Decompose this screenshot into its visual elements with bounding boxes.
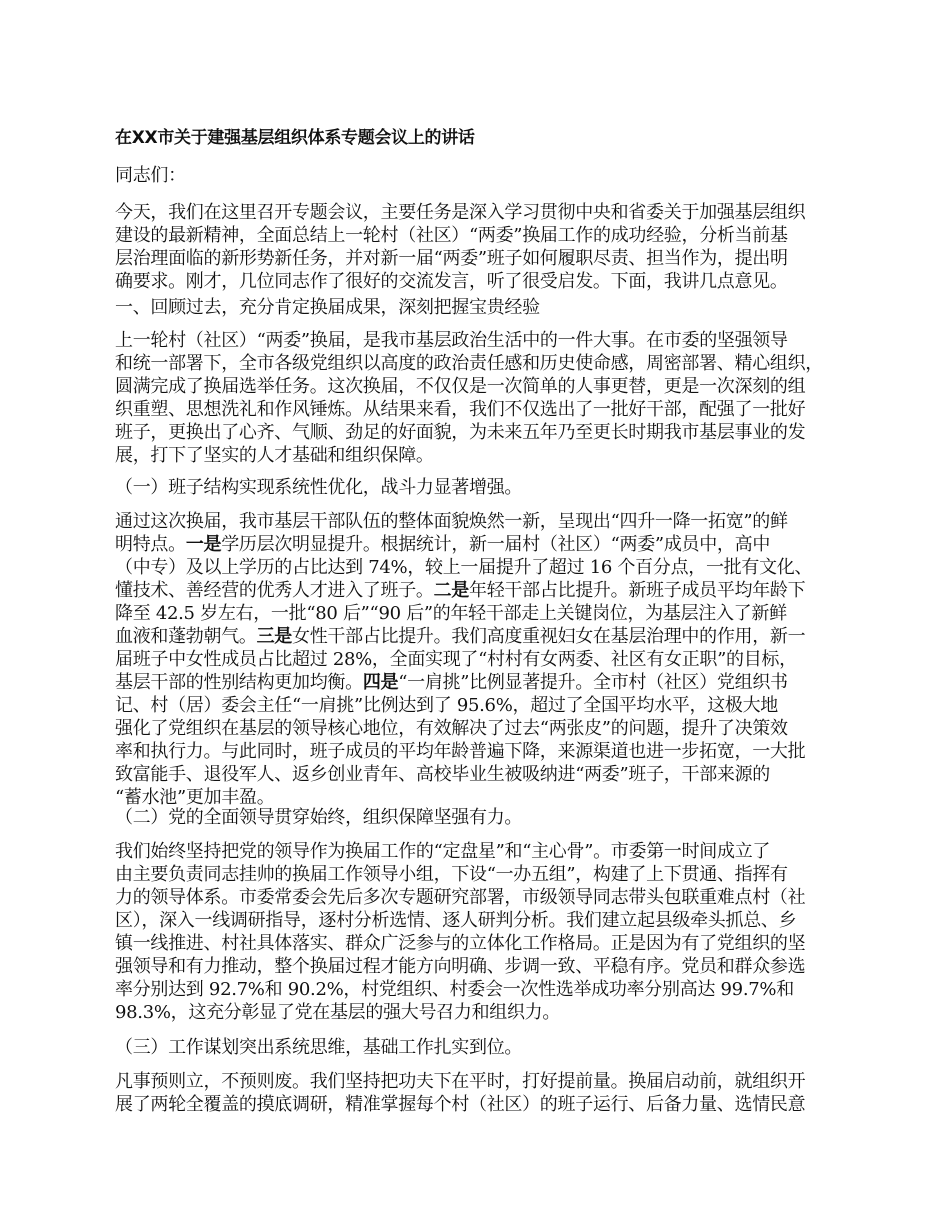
text-segment: 降至 42.5 岁左右，一批“80 后”“90 后”的年轻干部走上关键岗位，为基层注入了新鲜 — [115, 603, 787, 624]
text-line — [115, 671, 855, 694]
text-segment: 建设的最新精神，全面总结上一轮村（社区）“两委”换届工作的成功经验，分析当前基 — [115, 225, 788, 246]
text-segment: 班子，更换出了心齐、气顺、劲足的好面貌，为未来五年乃至更长时期我市基层事业的发 — [115, 422, 806, 443]
text-line — [115, 886, 855, 909]
text-segment: “蓄水池”更加丰盈。 — [115, 787, 275, 808]
text-line — [115, 955, 855, 978]
text-line — [115, 840, 855, 863]
text-segment: 镇一线推进、村社具体落实、群众广泛参与的立体化工作格局。正是因为有了党组织的坚 — [115, 933, 806, 954]
text-segment: 记、村（居）委会主任“一肩挑”比例达到了 95.6%，超过了全国平均水平，这极大地 — [115, 695, 779, 716]
text-segment: 学历层次明显提升。根据统计，新一届村（社区）“两委”成员中，高中 — [221, 534, 771, 555]
text-line — [115, 329, 855, 352]
text-line — [115, 352, 855, 375]
text-line — [115, 127, 855, 150]
text-segment: 展了两轮全覆盖的摸底调研，精准掌握每个村（社区）的班子运行、后备力量、选情民意 — [115, 1094, 806, 1115]
text-segment: 上一轮村（社区）“两委”换届，是我市基层政治生活中的一件大事。在市委的坚强领导 — [115, 330, 788, 351]
text-segment: 层治理面临的新形势新任务，并对新一届“两委”班子如何履职尽责、担当作为，提出明 — [115, 248, 788, 269]
bold-emphasis: 一是 — [185, 534, 222, 555]
heading-block — [115, 296, 855, 319]
text-line — [115, 932, 855, 955]
text-line — [115, 648, 855, 671]
text-segment: 和统一部署下，全市各级党组织以高度的政治责任感和历史使命感，周密部署、精心组织， — [115, 353, 823, 374]
text-line — [115, 164, 855, 187]
subheading-block — [115, 806, 855, 829]
text-segment: 展，打下了坚实的人才基础和组织保障。 — [115, 445, 434, 466]
text-segment: 我们始终坚持把党的领导作为换届工作的“定盘星”和“主心骨”。市委第一时间成立了 — [115, 841, 771, 862]
text-segment: 致富能手、退役军人、返乡创业青年、高校毕业生被吸纳进“两委”班子，干部来源的 — [115, 764, 771, 785]
text-line — [115, 224, 855, 247]
text-line — [115, 398, 855, 421]
text-segment: （中专）及以上学历的占比达到 74%，较上一届提升了超过 16 个百分点，一批有文化、 — [115, 557, 813, 578]
text-segment: 同志们： — [115, 165, 186, 186]
text-line — [115, 444, 855, 467]
paragraph-block — [115, 329, 855, 467]
paragraph-block — [115, 201, 855, 293]
text-segment: （三）工作谋划突出系统思维，基础工作扎实到位。 — [115, 1037, 523, 1058]
text-line — [115, 421, 855, 444]
text-line — [115, 602, 855, 625]
text-line — [115, 375, 855, 398]
text-line — [115, 296, 855, 319]
text-line — [115, 1070, 855, 1093]
text-line — [115, 740, 855, 763]
text-line — [115, 510, 855, 533]
text-line — [115, 717, 855, 740]
salutation-block — [115, 164, 855, 187]
text-segment: 在XX市关于建强基层组织体系专题会议上的讲话 — [115, 128, 475, 148]
text-segment: 年轻干部占比提升。新班子成员平均年龄下 — [469, 580, 806, 601]
text-line — [115, 978, 855, 1001]
bold-emphasis: 三是 — [256, 626, 293, 647]
text-line — [115, 1001, 855, 1024]
text-segment: 区），深入一线调研指导，逐村分析选情、逐人研判分析。我们建立起县级牵头抓总、乡 — [115, 910, 797, 931]
text-segment: 98.3%，这充分彰显了党在基层的强大号召力和组织力。 — [115, 1002, 561, 1023]
text-line — [115, 201, 855, 224]
text-segment: 女性干部占比提升。我们高度重视妇女在基层治理中的作用，新一 — [292, 626, 806, 647]
text-segment: 懂技术、善经营的优秀人才进入了班子。 — [115, 580, 434, 601]
text-line — [115, 1036, 855, 1059]
document-title — [115, 127, 855, 150]
text-segment: 率分别达到 92.7%和 90.2%，村党组织、村委会一次性选举成功率分别高达 99.7%和 — [115, 979, 794, 1000]
text-segment: 确要求。刚才，几位同志作了很好的交流发言，听了很受启发。下面，我讲几点意见。 — [115, 271, 788, 292]
text-line — [115, 625, 855, 648]
text-segment: 率和执行力。与此同时，班子成员的平均年龄普遍下降，来源渠道也进一步拓宽，一大批 — [115, 741, 806, 762]
text-segment: 通过这次换届，我市基层干部队伍的整体面貌焕然一新，呈现出“四升一降一拓宽”的鲜 — [115, 511, 788, 532]
text-segment: 血液和蓬勃朝气。 — [115, 626, 257, 647]
paragraph-block — [115, 1070, 855, 1116]
text-line — [115, 694, 855, 717]
text-segment: 明特点。 — [115, 534, 186, 555]
text-segment: 力的领导体系。市委常委会先后多次专题研究部署，市级领导同志带头包联重难点村（社 — [115, 887, 806, 908]
text-segment: 今天，我们在这里召开专题会议，主要任务是深入学习贯彻中央和省委关于加强基层组织 — [115, 202, 806, 223]
text-line — [115, 476, 855, 499]
text-segment: “一肩挑”比例显著提升。全市村（社区）党组织书 — [398, 672, 788, 693]
text-line — [115, 909, 855, 932]
text-line — [115, 806, 855, 829]
text-line — [115, 270, 855, 293]
text-segment: （二）党的全面领导贯穿始终，组织保障坚强有力。 — [115, 807, 523, 828]
text-line — [115, 533, 855, 556]
text-segment: 织重塑、思想洗礼和作风锤炼。从结果来看，我们不仅选出了一批好干部，配强了一批好 — [115, 399, 806, 420]
text-segment: 圆满完成了换届选举任务。这次换届，不仅仅是一次简单的人事更替，更是一次深刻的组 — [115, 376, 806, 397]
subheading-block — [115, 476, 855, 499]
text-segment: 强化了党组织在基层的领导核心地位，有效解决了过去“两张皮”的问题，提升了决策效 — [115, 718, 788, 739]
text-line — [115, 863, 855, 886]
text-line — [115, 247, 855, 270]
paragraph-block — [115, 840, 855, 1024]
text-segment: （一）班子结构实现系统性优化，战斗力显著增强。 — [115, 477, 523, 498]
text-segment: 届班子中女性成员占比超过 28%，全面实现了“村村有女两委、社区有女正职”的目标， — [115, 649, 797, 670]
bold-emphasis: 二是 — [433, 580, 470, 601]
text-segment: 基层干部的性别结构更加均衡。 — [115, 672, 363, 693]
paragraph-block — [115, 510, 855, 809]
text-segment: 一、回顾过去，充分肯定换届成果，深刻把握宝贵经验 — [115, 297, 540, 318]
text-line — [115, 1093, 855, 1116]
text-segment: 强领导和有力推动，整个换届过程才能方向明确、步调一致、平稳有序。党员和群众参选 — [115, 956, 806, 977]
subheading-block — [115, 1036, 855, 1059]
text-line — [115, 763, 855, 786]
text-line — [115, 579, 855, 602]
text-segment: 由主要负责同志挂帅的换届工作领导小组，下设“一办五组”，构建了上下贯通、指挥有 — [115, 864, 788, 885]
bold-emphasis: 四是 — [362, 672, 399, 693]
text-segment: 凡事预则立，不预则废。我们坚持把功夫下在平时，打好提前量。换届启动前，就组织开 — [115, 1071, 806, 1092]
text-line — [115, 556, 855, 579]
